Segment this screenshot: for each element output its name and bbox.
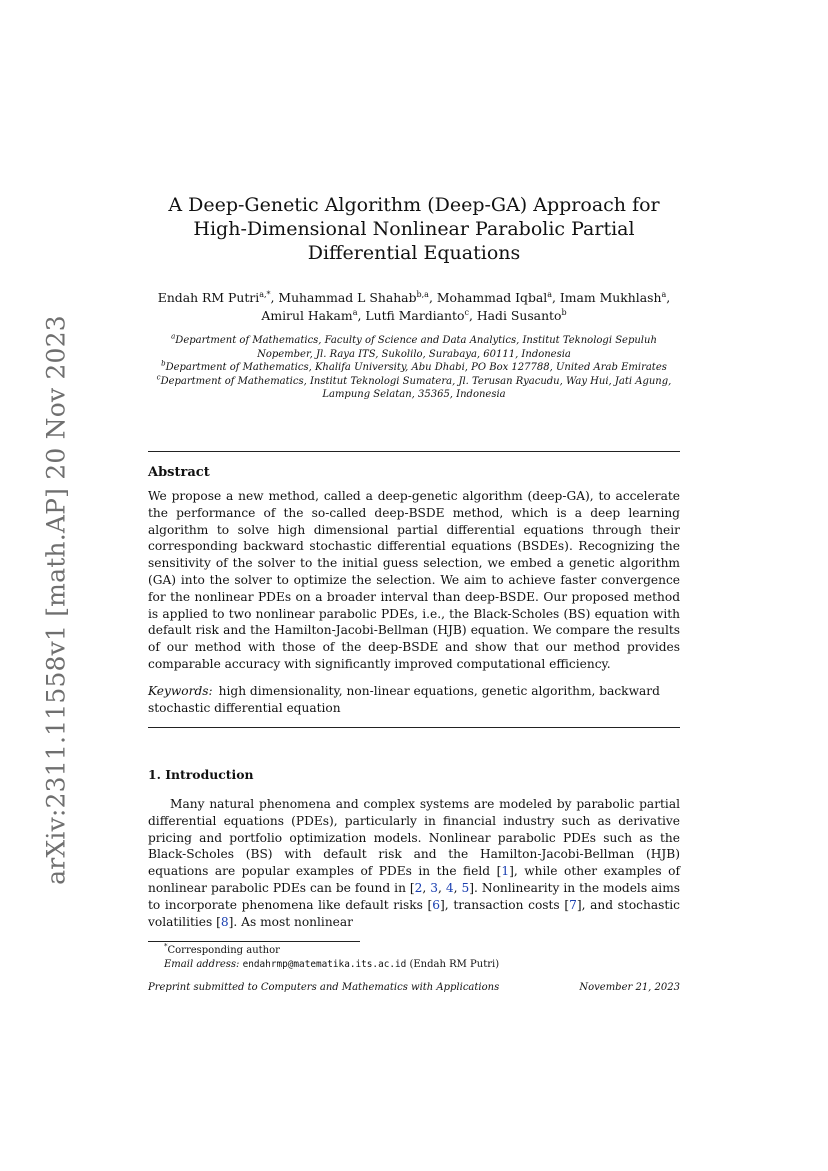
author-affiliation-mark[interactable]: a [661,289,667,299]
citation-link[interactable]: 1 [501,864,510,879]
paper-title: A Deep-Genetic Algorithm (Deep-GA) Approach for High-Dimensional Nonlinear Parabolic Partial Differential Equations [168,194,660,264]
citation-link[interactable]: 3 [430,880,439,895]
abstract-heading: Abstract [148,465,210,480]
preprint-date: November 21, 2023 [579,982,680,993]
footnote-mark: * [164,942,168,951]
citation-link[interactable]: 8 [220,914,229,929]
email-address[interactable]: endahrmp@matematika.its.ac.id [242,959,407,970]
affiliation-mark: a [171,332,176,341]
author-separator: , [357,308,366,323]
author-separator: , [270,290,279,305]
author-separator: , [552,290,560,305]
paragraph-text: ]. Nonlinearity in the models aims to incorporate phenomena like default risks [ [148,880,681,912]
author-name: Imam Mukhlash [559,290,662,305]
citation-link[interactable]: 5 [461,880,470,895]
section-heading-introduction: 1. Introduction [148,767,254,782]
paragraph-text: Many natural phenomena and complex systems are modeled by parabolic partial differential equations (PDEs), particularly in financial industry such as derivative pricing and portfolio optimization models. Nonlinear parabolic PDEs such as the Black-Scholes (BS) with default risk and the Hamilton-Jacobi-Bellman (HJB) equations are popular examples of PDEs in the field [148,797,680,879]
paragraph-text: ]. As most nonlinear [228,914,353,929]
citation-link[interactable]: 7 [569,897,577,912]
paragraph-text: , [453,880,462,895]
author-list [148,289,680,325]
abstract-bottom-rule [148,727,680,728]
paragraph-text: , [438,880,446,895]
author-affiliation-mark[interactable]: a [352,307,358,317]
author-affiliation-mark[interactable]: b,a [416,289,429,299]
introduction-paragraph [148,796,680,930]
affiliation-text: Department of Mathematics, Khalifa University, Abu Dhabi, PO Box 127788, United Arab Emirates [165,362,667,373]
author-name: Hadi Susanto [476,308,562,323]
author-name: Lutfi Mardianto [365,308,465,323]
affiliation [148,375,680,402]
paragraph-text: [ [496,864,502,879]
author-separator: , [468,308,477,323]
arxiv-side-stamp: arXiv:2311.11558v1 [math.AP] 20 Nov 2023 [41,315,71,885]
abstract-top-rule [148,451,680,452]
keywords-text: high dimensionality, non-linear equations, genetic algorithm, backward stochastic differential equation [148,684,660,715]
corresponding-author-note: Corresponding author [167,945,280,956]
author-name: Mohammad Iqbal [436,290,548,305]
keywords [148,683,680,717]
footnote-rule [148,941,360,942]
author-separator: , [666,290,671,305]
affiliation [148,361,680,375]
affiliation-text: Department of Mathematics, Faculty of Science and Data Analytics, Institut Teknologi Sepuluh Nopember, Jl. Raya ITS, Sukolilo, Surabaya, 60111, Indonesia [175,335,657,360]
paragraph-text: , [422,880,431,895]
footnote [148,944,680,972]
email-label: Email address: [164,959,240,970]
citation-link[interactable]: 4 [445,880,454,895]
paragraph-text: ], transaction costs [ [440,897,570,912]
author-name: Amirul Hakam [261,308,353,323]
abstract-text: We propose a new method, called a deep-genetic algorithm (deep-GA), to accelerate the performance of the so-called deep-BSDE method, which is a deep learning algorithm to solve high dimensional partial differential equations through their corresponding backward stochastic differential equations (BSDEs). Recognizing the sensitivity of the solver to the initial guess selection, we embed a genetic algorithm (GA) into the solver to optimize the selection. We aim to achieve faster convergence for the nonlinear PDEs on a broader interval than deep-BSDE. Our proposed method is applied to two nonlinear parabolic PDEs, i.e., the Black-Scholes (BS) equation with default risk and the Hamilton-Jacobi-Bellman (HJB) equation. We compare the results of our method with those of the deep-BSDE and show that our method provides comparable accuracy with significantly improved computational efficiency. [148,489,680,671]
author-affiliation-mark[interactable]: c [464,307,469,317]
author-separator: , [428,290,437,305]
citation-link[interactable]: 6 [432,897,441,912]
paragraph-text: ], while other examples of nonlinear parabolic PDEs can be found in [ [148,864,680,895]
affiliation-mark: b [161,359,166,368]
affiliation-text: Department of Mathematics, Institut Teknologi Sumatera, Jl. Terusan Ryacudu, Way Hui, Jati Agung, Lampung Selatan, 35365, Indonesia [160,375,672,400]
paragraph-text: ], and stochastic volatilities [ [148,897,680,929]
affiliation [148,334,680,361]
email-owner: (Endah RM Putri) [409,959,500,970]
citation-link[interactable]: 2 [414,880,423,895]
affiliation-mark: c [156,373,161,382]
author-name: Muhammad L Shahab [278,290,417,305]
author-affiliation-mark[interactable]: b [561,307,567,317]
author-affiliation-mark[interactable]: a,* [259,289,271,299]
preprint-notice: Preprint submitted to Computers and Mathematics with Applications [148,982,500,993]
author-affiliation-mark[interactable]: a [547,289,553,299]
affiliation-list [148,334,680,402]
keywords-label: Keywords: [148,684,213,698]
author-name: Endah RM Putri [157,290,260,305]
